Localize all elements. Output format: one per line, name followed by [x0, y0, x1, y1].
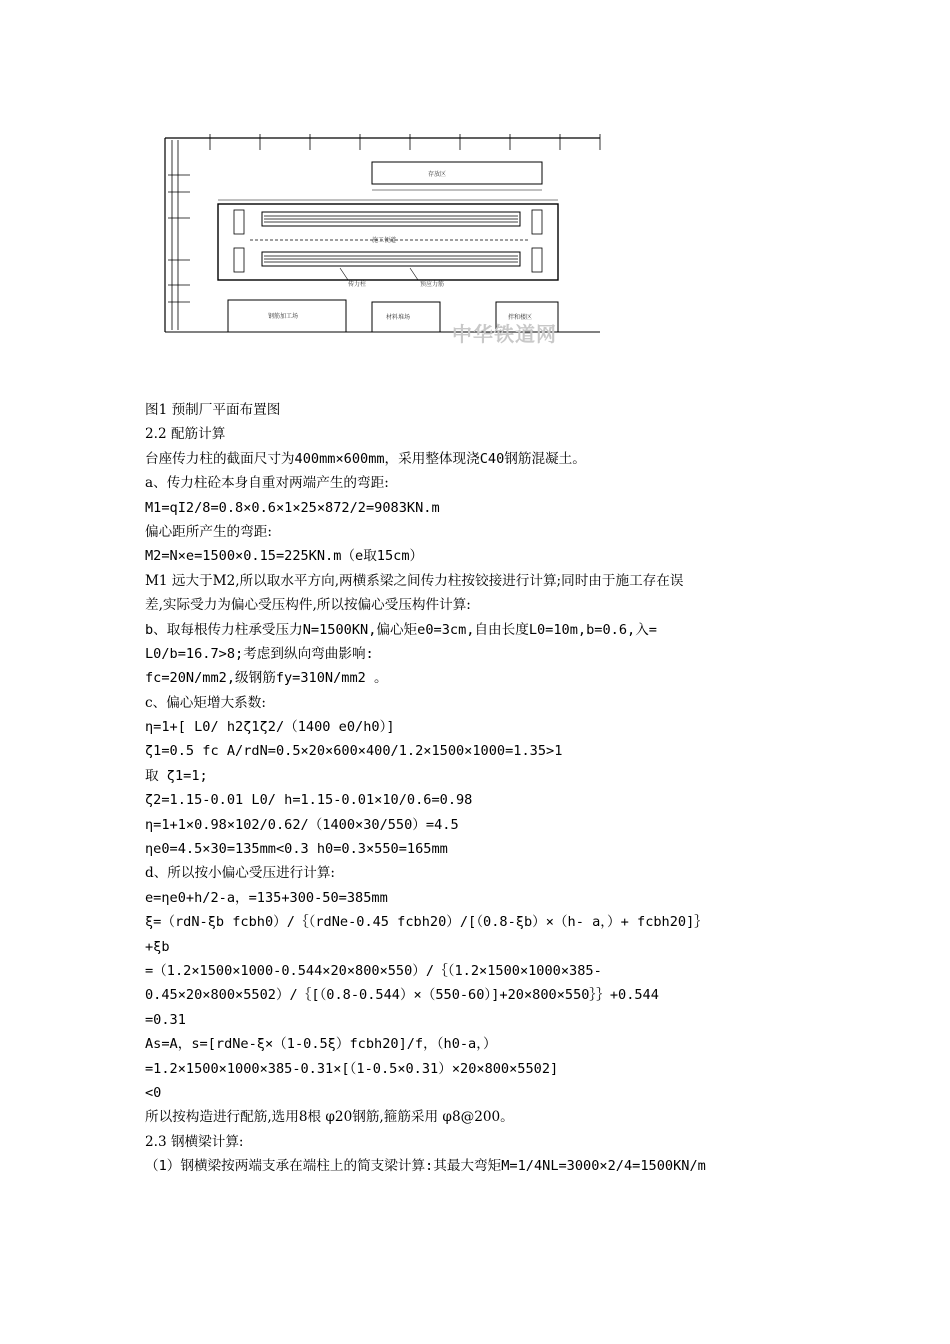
text-line: fc=20N/mm2,级钢筋fy=310N/mm2 。: [145, 670, 388, 687]
text-line: ηe0=4.5×30=135mm<0.3 h0=0.3×550=165mm: [145, 841, 448, 858]
text-line: η=1+[ L0/ h2ζ1ζ2/（1400 e0/h0）]: [145, 719, 395, 736]
text-line: <0: [145, 1084, 162, 1101]
text-line: ζ2=1.15-0.01 L0/ h=1.15-0.01×10/0.6=0.98: [145, 792, 473, 809]
text-line: 图1 预制厂平面布置图: [145, 402, 281, 418]
text-line: e=ηe0+h/2-a，=135+300-50=385mm: [145, 889, 388, 906]
text-line: 所以按构造进行配筋,选用8根 φ20钢筋,箍筋采用 φ8@200。: [145, 1109, 514, 1126]
force-column-label: 传力柱: [348, 281, 367, 288]
text-line: M1=qI2/8=0.8×0.6×1×25×872/2=9083KN.m: [145, 499, 440, 516]
watermark-logo: 中华铁道网: [452, 322, 557, 346]
text-line: ξ=（rdN-ξb fcbh0）/｛（rdNe-0.45 fcbh20）/[（0.8-ξb）×（h- a，）+ fcbh20]｝: [145, 914, 708, 931]
site-layout-figure: [150, 120, 630, 370]
text-line: +ξb: [145, 938, 170, 955]
text-line: M2=N×e=1500×0.15=225KN.m（e取15cm）: [145, 548, 424, 565]
text-line: =0.31: [145, 1011, 186, 1028]
text-line: 取 ζ1=1;: [145, 767, 208, 784]
text-line: （1）钢横梁按两端支承在端柱上的简支梁计算:其最大弯矩M=1/4NL=3000×2/4=1500KN/m: [145, 1158, 706, 1175]
text-line: 偏心距所产生的弯距:: [145, 523, 272, 540]
text-line: =（1.2×1500×1000-0.544×20×800×550）/｛（1.2×1500×1000×385-: [145, 962, 602, 979]
text-line: M1 远大于M2,所以取水平方向,两横系梁之间传力柱按铰接进行计算;同时由于施工存在误: [145, 572, 684, 589]
text-line: As=A，s=[rdNe-ξ×（1-0.5ξ）fcbh20]/f，（h0-a，）: [145, 1036, 497, 1053]
text-line: ζ1=0.5 fc A/rdN=0.5×20×600×400/1.2×1500×1000=1.35>1: [145, 743, 563, 760]
text-line: 2.3 钢横梁计算:: [145, 1133, 244, 1150]
text-line: η=1+1×0.98×102/0.62/（1400×30/550）=4.5: [145, 816, 459, 833]
mixing-area-label: 拌和楼区: [508, 314, 533, 321]
text-line: =1.2×1500×1000×385-0.31×[（1-0.5×0.31）×20×800×5502]: [145, 1060, 559, 1077]
prestress-label: 预应力筋: [420, 281, 445, 288]
text-line: 0.45×20×800×5502）/｛[（0.8-0.544）×（550-60）]+20×800×550｝｝+0.544: [145, 987, 659, 1004]
text-line: a、传力柱砼本身自重对两端产生的弯距:: [145, 475, 389, 492]
text-line: b、取每根传力柱承受压力N=1500KN,偏心矩e0=3cm,自由长度L0=10m,b=0.6,入=: [145, 621, 657, 638]
text-line: L0/b=16.7>8;考虑到纵向弯曲影响:: [145, 645, 374, 662]
road-label: 施工便道: [372, 237, 397, 244]
text-line: 台座传力柱的截面尺寸为400mm×600mm，采用整体现浇C40钢筋混凝土。: [145, 450, 586, 467]
rebar-yard-label: 钢筋加工场: [268, 313, 299, 320]
document-body: [145, 398, 815, 1179]
storage-label: 存放区: [428, 171, 447, 178]
text-line: c、偏心矩增大系数:: [145, 694, 266, 711]
material-yard-label: 材料堆场: [386, 314, 411, 321]
text-line: 2.2 配筋计算: [145, 426, 226, 443]
text-line: 差,实际受力为偏心受压构件,所以按偏心受压构件计算:: [145, 597, 471, 614]
text-line: d、所以按小偏心受压进行计算:: [145, 865, 335, 882]
